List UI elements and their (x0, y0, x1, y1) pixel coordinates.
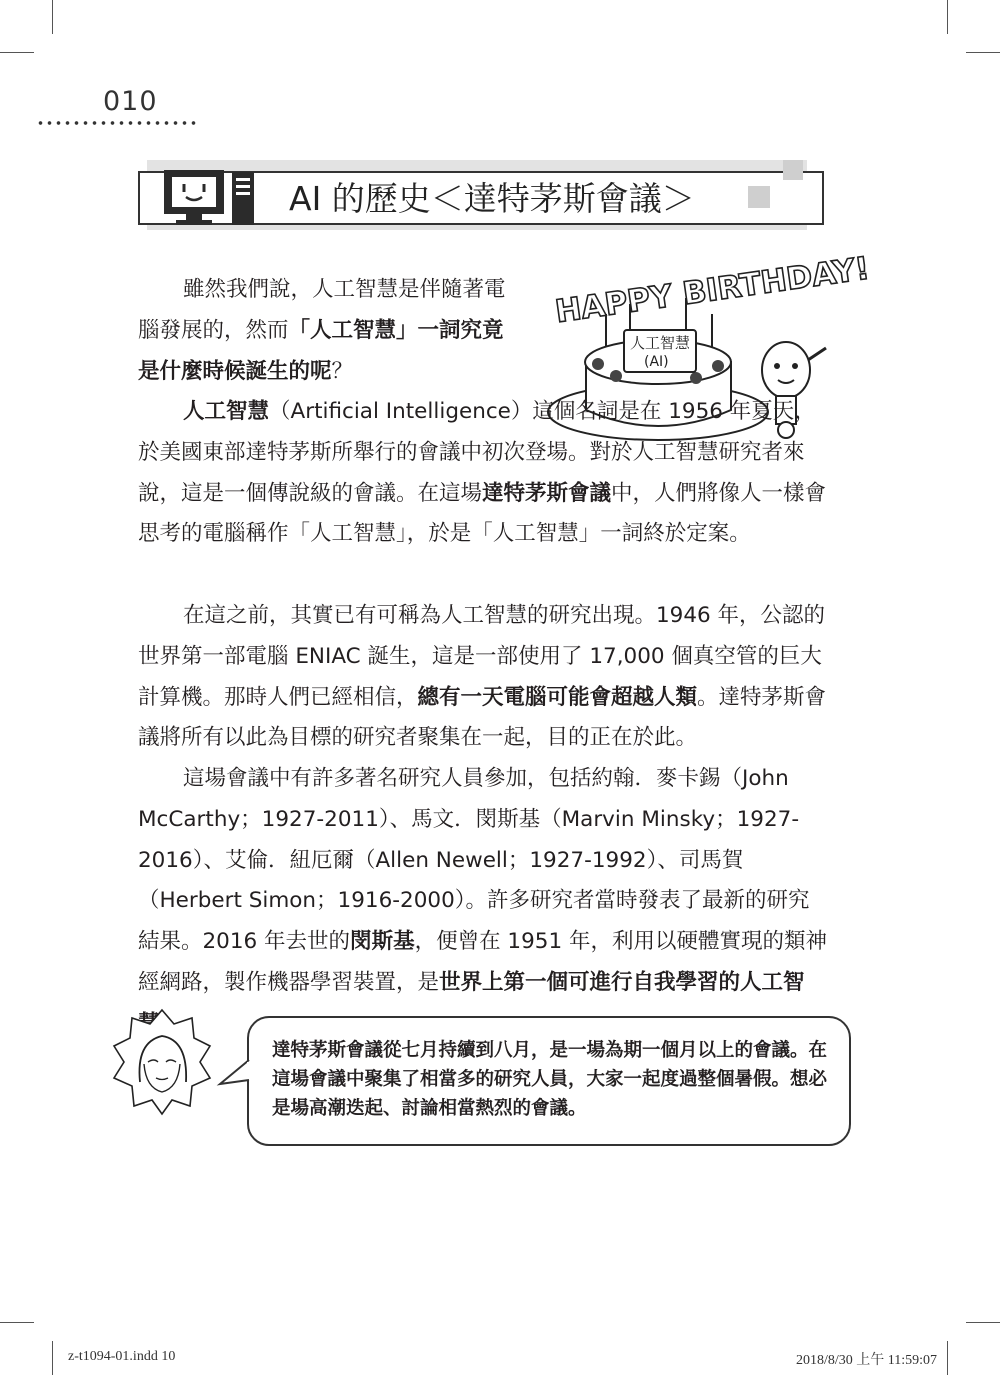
text-run: 雖然我們說，人工智慧是伴隨著電腦發展的，然而 (138, 277, 506, 343)
speech-bubble-text: 達特茅斯會議從七月持續到八月，是一場為期一個月以上的會議。在這場會議中聚集了相當多的研究人員，大家一起度過整個暑假。想必是場高潮迭起、討論相當熱烈的會議。 (272, 1040, 828, 1119)
bold-text: 世界上第一個可進行自我學習的人工智 (439, 969, 805, 995)
cake-label: 人工智慧 (630, 334, 691, 352)
crop-mark (0, 52, 34, 53)
bold-text: 達特茅斯會議 (482, 480, 612, 506)
crop-mark (966, 52, 1000, 53)
slug-file: z-t1094-01.indd 10 (68, 1349, 176, 1364)
narrator-portrait (110, 1006, 214, 1118)
text-run: ？ (331, 358, 354, 384)
bold-text: 總有一天電腦可能會超越人類 (417, 684, 698, 710)
text-run: 。達特茅斯會議將所有以此為目標的研究者聚集在一起，目的正在於此。 (138, 684, 827, 751)
bold-text: 閔斯基 (350, 929, 415, 955)
paragraph-eniac (138, 596, 828, 759)
dotted-rule (36, 120, 196, 126)
crop-mark (0, 1322, 34, 1323)
paragraph-intro (138, 270, 523, 392)
crop-mark (52, 1341, 53, 1375)
paragraph-origin (138, 392, 828, 555)
crop-mark (52, 0, 53, 34)
cake-label: (AI) (644, 354, 669, 370)
text-run: 在這之前，其實已有可稱為人工智慧的研究出現。1946 年，公認的世界第一部電腦 ENIAC 誕生，這是一部使用了 17,000 個真空管的巨大計算機。那時人們已經相信， (138, 603, 826, 710)
crop-mark (947, 0, 948, 34)
slug-date: 2018/8/30 上午 11:59:07 (796, 1353, 938, 1368)
paragraph-researchers (138, 759, 828, 1045)
text-run: ，便曾在 1951 年，利用以硬體實現的類神經網路，製作機器學習裝置，是 (138, 929, 827, 995)
text-run: （Artificial Intelligence）這個名詞是在 1956 年夏天，於美國東 (138, 399, 816, 465)
decor-square (748, 186, 770, 208)
computer-icon (162, 168, 258, 226)
decor-square (783, 160, 803, 180)
page-number: 010 (103, 86, 158, 117)
crop-mark (966, 1322, 1000, 1323)
happy-birthday-banner: HAPPY BIRTHDAY! (553, 250, 872, 331)
bold-text: 人工智慧 (183, 399, 270, 424)
section-title: AI 的歷史＜達特茅斯會議＞ (289, 179, 695, 218)
text-run: 這場會議中有許多著名研究人員參加，包括約翰．麥卡錫（John McCarthy；1927-2011）、馬文．閔斯基（Marvin Minsky；1927-2016）、艾倫．紐厄爾（Allen Newell；1927-1992）、司馬賀（Herbert Simon；1916-2000）。許多研究者當時發表了最新的研究結果。2016 年去世的 (138, 766, 810, 955)
crop-mark (947, 1341, 948, 1375)
text-run: 部達特茅斯所舉行的會議中初次登場。對於人工智慧研究者來說，這是一個傳說級的會議。在這場 (138, 439, 805, 506)
bold-text: 「人工智慧」一詞究竟是什麼時候誕生的呢 (138, 317, 504, 384)
speech-bubble-tail (218, 1058, 250, 1094)
text-run: 中，人們將像人一樣會思考的電腦稱作「人工智慧」，於是「人工智慧」一詞終於定案。 (138, 480, 827, 547)
